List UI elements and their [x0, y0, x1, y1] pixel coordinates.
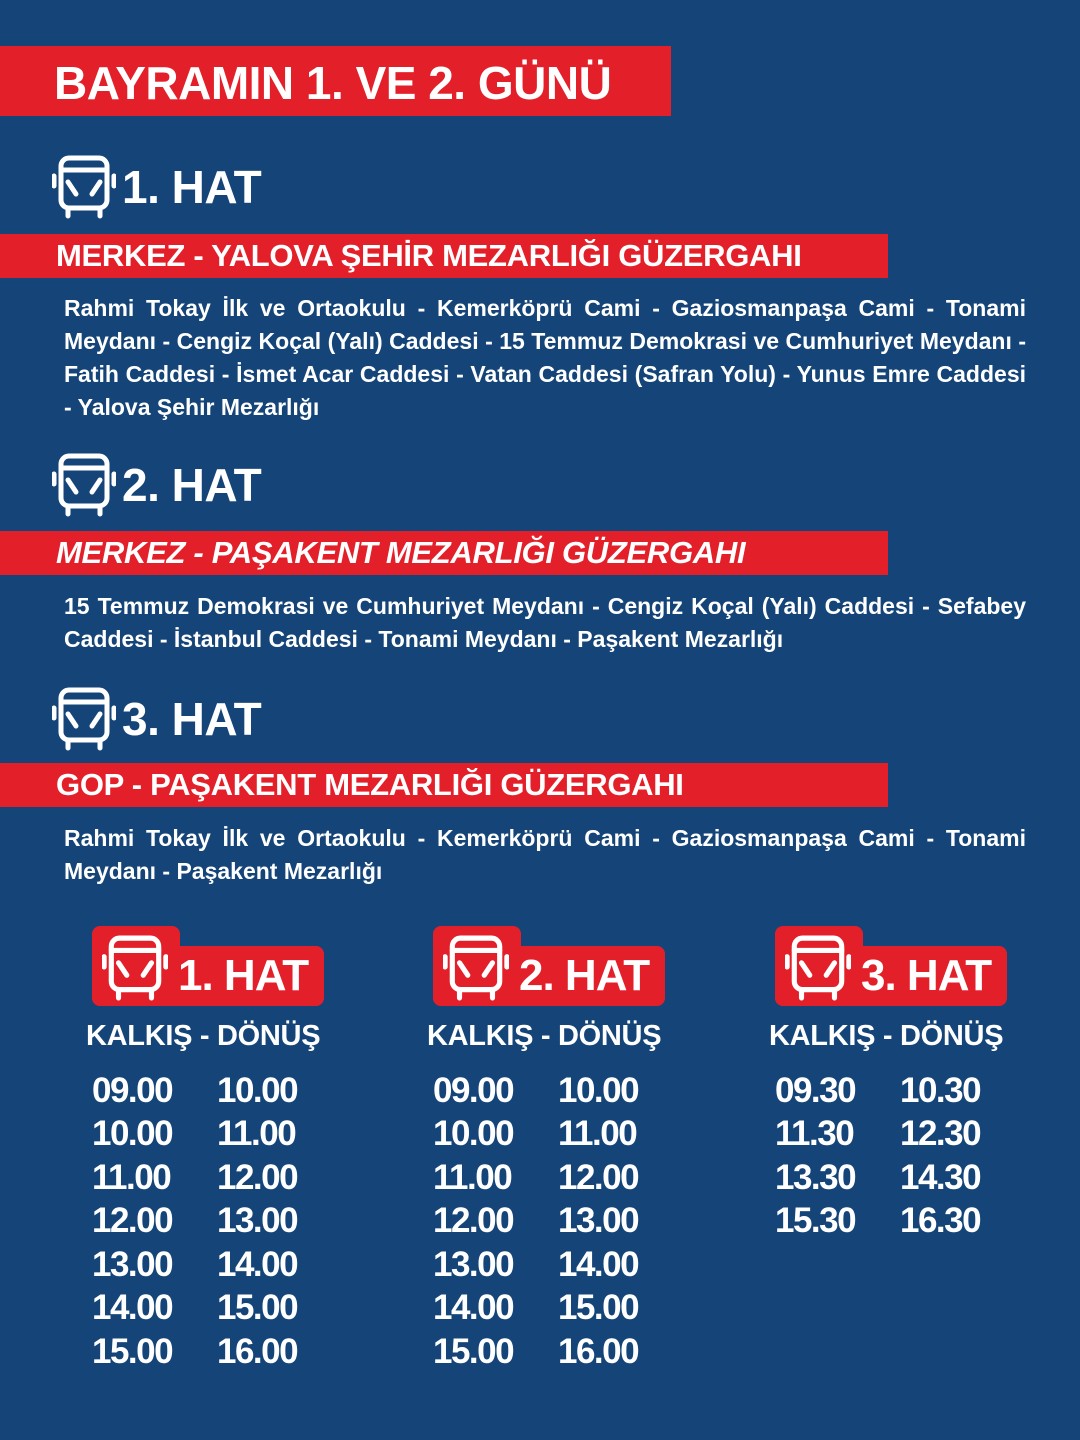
- schedule-line-3: [769, 926, 1025, 1243]
- line-1-route: MERKEZ - YALOVA ŞEHİR MEZARLIĞI GÜZERGAHI: [56, 238, 802, 273]
- departure-time: 10.00: [433, 1114, 514, 1154]
- line-3-route: GOP - PAŞAKENT MEZARLIĞI GÜZERGAHI: [56, 767, 684, 802]
- schedule-title: 1. HAT: [178, 951, 309, 1000]
- return-time: 13.00: [558, 1201, 639, 1241]
- return-time: 16.00: [558, 1331, 639, 1371]
- line-1-stops: Rahmi Tokay İlk ve Ortaokulu - Kemerköprü Cami - Gaziosmanpaşa Cami - Tonami Meydanı - Cengiz Koçal (Yalı) Caddesi - 15 Temmuz Demokrasi ve Cumhuriyet Meydanı - Fatih Caddesi - İsmet Acar Caddesi - Vatan Caddesi (Safran Yolu) - Yunus Emre Caddesi - Yalova Şehir Mezarlığı: [64, 295, 1026, 420]
- time-row: [775, 1200, 1025, 1244]
- departure-time: 09.00: [433, 1070, 514, 1110]
- return-time: 10.00: [217, 1070, 298, 1110]
- return-time: 10.00: [558, 1070, 639, 1110]
- schedule-title: 2. HAT: [519, 951, 650, 1000]
- return-time: 11.00: [558, 1114, 637, 1154]
- departure-time: 09.00: [92, 1070, 173, 1110]
- time-row: [433, 1330, 683, 1374]
- line-3-route-banner: [0, 763, 888, 807]
- time-row: [92, 1330, 342, 1374]
- time-table: [775, 1069, 1025, 1243]
- departure-time: 14.00: [92, 1288, 173, 1328]
- schedule-line-1: [86, 926, 342, 1374]
- time-row: [92, 1243, 342, 1287]
- time-row: [92, 1069, 342, 1113]
- return-time: 12.00: [217, 1157, 298, 1197]
- departure-time: 11.00: [92, 1157, 171, 1197]
- time-row: [433, 1243, 683, 1287]
- time-row: [775, 1156, 1025, 1200]
- time-table: [92, 1069, 342, 1374]
- return-time: 16.30: [900, 1201, 981, 1241]
- bus-icon: [443, 934, 509, 1007]
- bus-icon: [102, 934, 168, 1007]
- line-2-title: 2. HAT: [122, 459, 262, 511]
- time-row: [433, 1156, 683, 1200]
- line-1-route-banner: [0, 234, 888, 278]
- departure-time: 12.00: [433, 1201, 514, 1241]
- line-2-header: [52, 452, 261, 518]
- line-2-route: MERKEZ - PAŞAKENT MEZARLIĞI GÜZERGAHI: [56, 535, 746, 570]
- departure-time: 13.30: [775, 1157, 856, 1197]
- title-banner: [0, 46, 671, 116]
- schedule-header: KALKIŞ - DÖNÜŞ: [427, 1020, 662, 1052]
- time-row: [433, 1113, 683, 1157]
- bus-icon: [52, 686, 116, 752]
- return-time: 11.00: [217, 1114, 296, 1154]
- line-2-route-banner: [0, 531, 888, 575]
- time-row: [433, 1069, 683, 1113]
- return-time: 12.30: [900, 1114, 981, 1154]
- line-1-title: 1. HAT: [122, 161, 262, 213]
- time-row: [92, 1287, 342, 1331]
- departure-time: 12.00: [92, 1201, 173, 1241]
- schedule-title: 3. HAT: [861, 951, 992, 1000]
- return-time: 14.30: [900, 1157, 981, 1197]
- time-row: [433, 1287, 683, 1331]
- line-2-stops: 15 Temmuz Demokrasi ve Cumhuriyet Meydanı - Cengiz Koçal (Yalı) Caddesi - Sefabey Caddesi - İstanbul Caddesi - Tonami Meydanı - Paşakent Mezarlığı: [64, 593, 1026, 652]
- schedule-line-2: [427, 926, 683, 1374]
- time-row: [775, 1113, 1025, 1157]
- return-time: 14.00: [558, 1244, 639, 1284]
- time-row: [92, 1156, 342, 1200]
- schedule-badge: [433, 926, 665, 1008]
- time-row: [92, 1200, 342, 1244]
- schedule-badge: [775, 926, 1007, 1008]
- line-3-header: [52, 686, 261, 752]
- return-time: 16.00: [217, 1331, 298, 1371]
- bus-icon: [52, 154, 116, 220]
- line-3-title: 3. HAT: [122, 693, 262, 745]
- time-row: [92, 1113, 342, 1157]
- return-time: 12.00: [558, 1157, 639, 1197]
- return-time: 15.00: [558, 1288, 639, 1328]
- time-row: [775, 1069, 1025, 1113]
- departure-time: 15.00: [92, 1331, 173, 1371]
- return-time: 10.30: [900, 1070, 981, 1110]
- time-table: [433, 1069, 683, 1374]
- departure-time: 10.00: [92, 1114, 173, 1154]
- departure-time: 13.00: [433, 1244, 514, 1284]
- return-time: 13.00: [217, 1201, 298, 1241]
- page-title: BAYRAMIN 1. VE 2. GÜNÜ: [54, 57, 612, 109]
- schedule-badge: [92, 926, 324, 1008]
- departure-time: 13.00: [92, 1244, 173, 1284]
- return-time: 14.00: [217, 1244, 298, 1284]
- departure-time: 11.30: [775, 1114, 854, 1154]
- schedule-header: KALKIŞ - DÖNÜŞ: [769, 1020, 1004, 1052]
- departure-time: 15.00: [433, 1331, 514, 1371]
- bus-icon: [52, 452, 116, 518]
- departure-time: 09.30: [775, 1070, 856, 1110]
- line-1-header: [52, 154, 261, 220]
- bus-icon: [785, 934, 851, 1007]
- departure-time: 11.00: [433, 1157, 512, 1197]
- return-time: 15.00: [217, 1288, 298, 1328]
- schedule-header: KALKIŞ - DÖNÜŞ: [86, 1020, 321, 1052]
- departure-time: 15.30: [775, 1201, 856, 1241]
- departure-time: 14.00: [433, 1288, 514, 1328]
- time-row: [433, 1200, 683, 1244]
- line-3-stops: Rahmi Tokay İlk ve Ortaokulu - Kemerköprü Cami - Gaziosmanpaşa Cami - Tonami Meydanı - Paşakent Mezarlığı: [64, 825, 1026, 884]
